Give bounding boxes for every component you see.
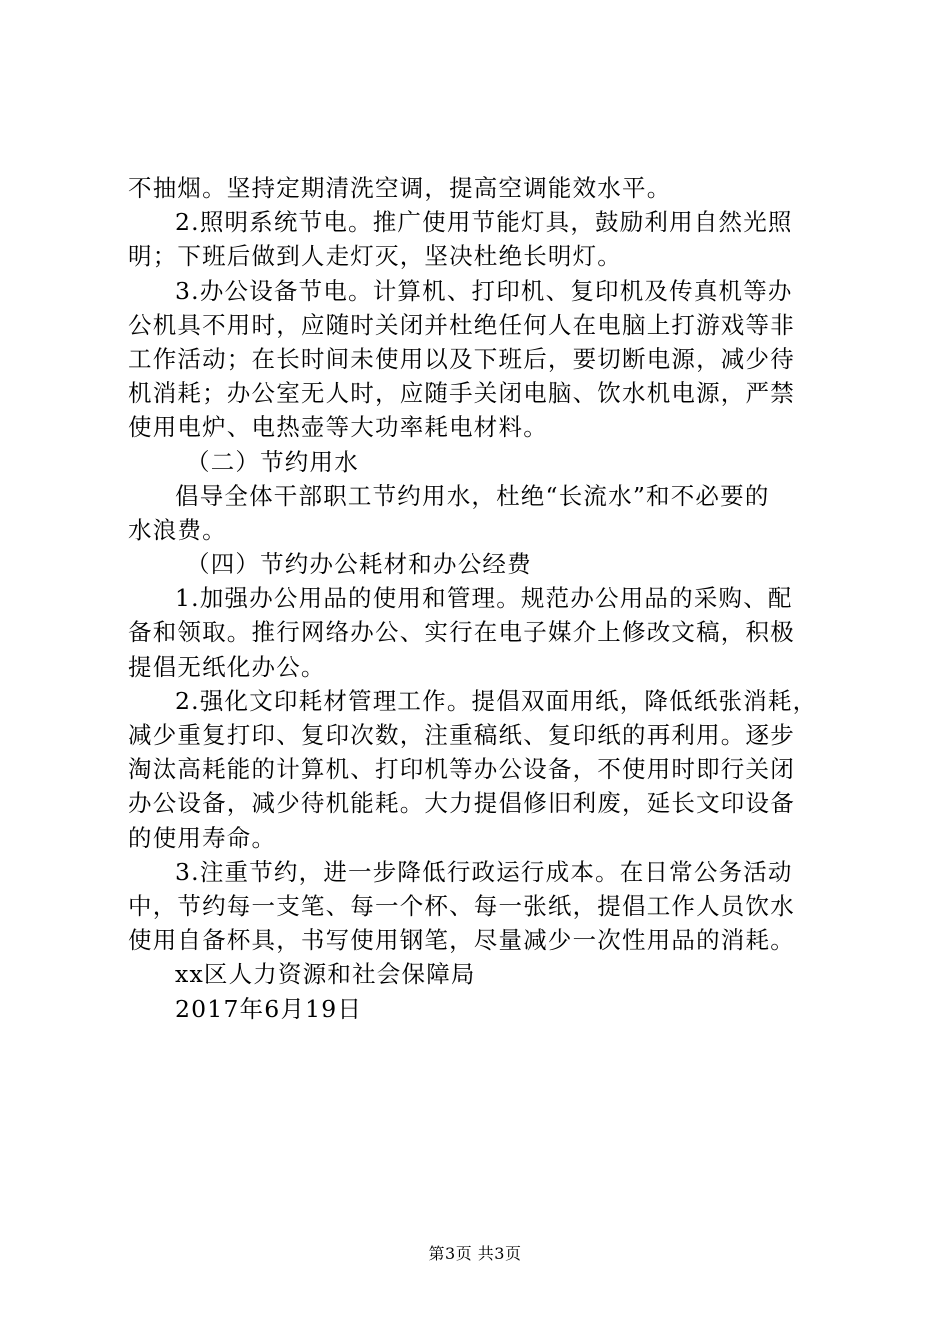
text-line: 2.强化文印耗材管理工作。提倡双面用纸，降低纸张消耗， xyxy=(175,686,818,715)
text-line: 使用电炉、电热壶等大功率耗电材料。 xyxy=(128,413,548,442)
text-line: 减少重复打印、复印次数，注重稿纸、复印纸的再利用。逐步 xyxy=(128,721,795,749)
text-line: 的使用寿命。 xyxy=(128,823,277,852)
text-line: 水浪费。 xyxy=(128,515,227,544)
text-line: 备和领取。推行网络办公、实行在电子媒介上修改文稿，积极 xyxy=(128,618,795,647)
text-line: 机消耗；办公室无人时，应随手关闭电脑、饮水机电源，严禁 xyxy=(128,379,795,408)
text-line: 办公设备，减少待机能耗。大力提倡修旧利废，延长文印设备 xyxy=(128,789,795,818)
text-line: 3.注重节约，进一步降低行政运行成本。在日常公务活动 xyxy=(175,857,793,886)
text-line: 工作活动；在长时间未使用以及下班后，要切断电源，减少待 xyxy=(128,344,795,373)
text-line: 明；下班后做到人走灯灭，坚决杜绝长明灯。 xyxy=(128,242,622,271)
text-line: 1.加强办公用品的使用和管理。规范办公用品的采购、配 xyxy=(175,584,793,613)
text-line: 淘汰高耗能的计算机、打印机等办公设备，不使用时即行关闭 xyxy=(128,755,795,784)
text-line: 使用自备杯具，书写使用钢笔，尽量减少一次性用品的消耗。 xyxy=(128,926,795,955)
text-line: 不抽烟。坚持定期清洗空调，提高空调能效水平。 xyxy=(128,174,672,202)
text-line: （四）节约办公耗材和办公经费 xyxy=(186,550,532,579)
text-line: xx区人力资源和社会保障局 xyxy=(175,960,476,989)
text-line: 中，节约每一支笔、每一个杯、每一张纸，提倡工作人员饮水 xyxy=(128,891,795,920)
text-line: 2017年6月19日 xyxy=(175,994,363,1023)
document-body xyxy=(128,171,840,1026)
text-line: 倡导全体干部职工节约用水，杜绝“长流水”和不必要的 xyxy=(175,481,770,510)
text-line: 2.照明系统节电。推广使用节能灯具，鼓励利用自然光照 xyxy=(175,208,793,237)
text-line: 3.办公设备节电。计算机、打印机、复印机及传真机等办 xyxy=(175,276,793,305)
text-line: 公机具不用时，应随时关闭并杜绝任何人在电脑上打游戏等非 xyxy=(128,310,795,339)
text-line: 提倡无纸化办公。 xyxy=(128,652,326,681)
page-footer: 第3页 共3页 xyxy=(428,1244,522,1263)
text-line: （二）节约用水 xyxy=(186,447,359,476)
